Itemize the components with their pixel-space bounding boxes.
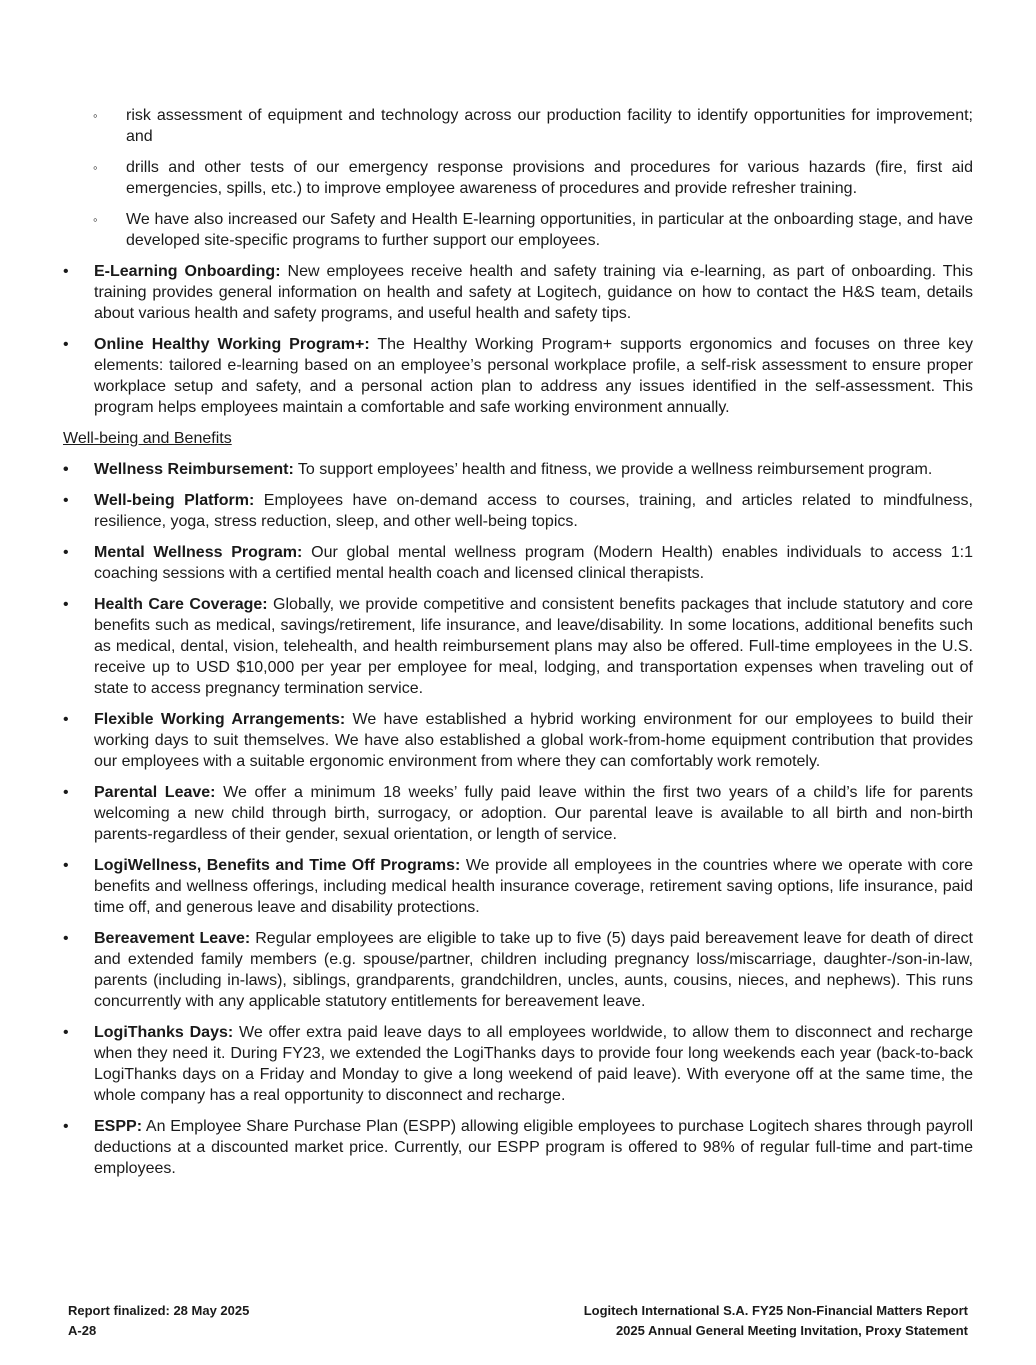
item-title: Well-being Platform:: [94, 492, 255, 509]
health-safety-list: [63, 261, 973, 418]
item-text: Employees have on-demand access to courses, training, and articles related to mindfulness, resilience, yoga, stress reduction, sleep, and other well-being topics.: [94, 492, 973, 530]
safety-sub-list: [63, 105, 973, 251]
list-item: [63, 928, 973, 1012]
item-title: LogiThanks Days:: [94, 1024, 234, 1041]
footer-right: [584, 1301, 968, 1341]
list-item: [63, 334, 973, 418]
item-title: Flexible Working Arrangements:: [94, 711, 346, 728]
list-item: [63, 1116, 973, 1179]
report-finalized-date: Report finalized: 28 May 2025: [68, 1303, 250, 1318]
item-text: New employees receive health and safety training via e-learning, as part of onboarding. This training provides general information on health and safety at Logitech, guidance on how to contact the H&S team, details about various health and safety programs, and useful health and safety tips.: [94, 263, 973, 322]
item-title: Health Care Coverage:: [94, 596, 268, 613]
bullet: •: [63, 784, 69, 801]
item-text: To support employees’ health and fitness, we provide a wellness reimbursement program.: [293, 461, 933, 478]
list-item: ◦ We have also increased our Safety and Health E-learning opportunities, in particular at the onboarding stage, and have developed site-specific programs to further support our employees.: [93, 211, 973, 249]
item-text: Our global mental wellness program (Modern Health) enables individuals to access 1:1 coaching sessions with a certified mental health coach and licensed clinical therapists.: [94, 544, 973, 582]
bullet: •: [63, 263, 69, 280]
item-title: Wellness Reimbursement:: [94, 461, 294, 478]
sub-bullet: ◦: [93, 212, 98, 227]
item-text: We provide all employees in the countries where we operate with core benefits and wellness offerings, including medical health insurance coverage, retirement saving options, life insurance, paid time off, and generous leave and disability protections.: [94, 857, 973, 916]
list-item: [63, 709, 973, 772]
item-title: E-Learning Onboarding:: [94, 263, 281, 280]
list-item: [63, 782, 973, 845]
item-title: Mental Wellness Program:: [94, 544, 303, 561]
list-item: [63, 261, 973, 324]
bullet: •: [63, 711, 69, 728]
item-title: Bereavement Leave:: [94, 930, 251, 947]
sub-bullet: ◦: [93, 108, 98, 123]
bullet: •: [63, 1118, 69, 1135]
bullet: •: [63, 857, 69, 874]
sub-bullet: ◦: [93, 160, 98, 175]
bullet: •: [63, 492, 69, 509]
bullet: •: [63, 930, 69, 947]
item-title: LogiWellness, Benefits and Time Off Programs:: [94, 857, 461, 874]
item-text: We have established a hybrid working environment for our employees to build their working days to suit themselves. We have also established a global work-from-home equipment contribution that provides our employees with a suitable ergonomic environment from where they can comfortably work remotely.: [94, 711, 973, 770]
item-text: An Employee Share Purchase Plan (ESPP) allowing eligible employees to purchase Logitech shares through payroll deductions at a discounted market price. Currently, our ESPP program is offered to 98% of regular full-time and part-time employees.: [94, 1118, 973, 1177]
item-title: ESPP:: [94, 1118, 143, 1135]
report-subtitle: 2025 Annual General Meeting Invitation, Proxy Statement: [615, 1323, 968, 1338]
bullet: •: [63, 461, 69, 478]
bullet: •: [63, 1024, 69, 1041]
bullet: •: [63, 596, 69, 613]
bullet: •: [63, 544, 69, 561]
item-text: Globally, we provide competitive and consistent benefits packages that include statutory and core benefits such as medical, savings/retirement, life insurance, and leave/disability. In some locations, additional benefits such as medical, dental, vision, telehealth, and health reimbursement plans may also be offered. Full-time employees in the U.S. receive up to USD $10,000 per year per employee for meal, lodging, and transportation expenses when traveling out of state to access pregnancy termination service.: [94, 596, 973, 697]
item-text: The Healthy Working Program+ supports ergonomics and focuses on three key elements: tailored e-learning based on an employee’s personal workplace profile, a self-risk assessment to ensure proper workplace setup and safety, and a personal action plan to address any issues identified in the self-assessment. This program helps employees maintain a comfortable and safe working environment annually.: [94, 336, 973, 416]
wellbeing-list: [63, 459, 973, 1179]
report-title: Logitech International S.A. FY25 Non-Financial Matters Report: [583, 1303, 968, 1318]
document-body: [63, 105, 973, 1189]
list-item: ◦ drills and other tests of our emergency response provisions and procedures for various hazards (fire, first aid emergencies, spills, etc.) to improve employee awareness of procedures and provide refresher training.: [93, 159, 973, 197]
section-heading: Well-being and Benefits: [63, 430, 232, 447]
bullet: •: [63, 336, 69, 353]
list-item: ◦ risk assessment of equipment and technology across our production facility to identify opportunities for improvement; and: [93, 107, 973, 145]
footer-left: [68, 1301, 249, 1341]
item-text: We offer a minimum 18 weeks’ fully paid leave within the first two years of a child’s life for parents welcoming a new child through birth, surrogacy, or adoption. Our parental leave is available to all birth and non-birth parents-regardless of their gender, sexual orientation, or length of service.: [94, 784, 974, 843]
list-item: [63, 594, 973, 699]
list-item: [63, 1022, 973, 1106]
list-item: [63, 459, 973, 480]
page-number: A-28: [68, 1323, 97, 1338]
list-item: [63, 855, 973, 918]
item-text: We offer extra paid leave days to all employees worldwide, to allow them to disconnect and recharge when they need it. During FY23, we extended the LogiThanks days to provide four long weekends each year (back-to-back LogiThanks days on a Friday and Monday to give a long weekend of paid leave). With everyone off at the same time, the whole company has a real opportunity to disconnect and recharge.: [94, 1024, 973, 1104]
item-title: Online Healthy Working Program+:: [94, 336, 370, 353]
item-text: Regular employees are eligible to take up to five (5) days paid bereavement leave for death of direct and extended family members (e.g. spouse/partner, children including pregnancy loss/miscarriage, daughter-/son-in-law, parents (including in-laws), siblings, grandparents, grandchildren, uncles, aunts, cousins, nieces, and nephews). This runs concurrently with any applicable statutory entitlements for bereavement leave.: [94, 930, 974, 1010]
list-item: [63, 542, 973, 584]
list-item: [63, 490, 973, 532]
item-title: Parental Leave:: [94, 784, 216, 801]
